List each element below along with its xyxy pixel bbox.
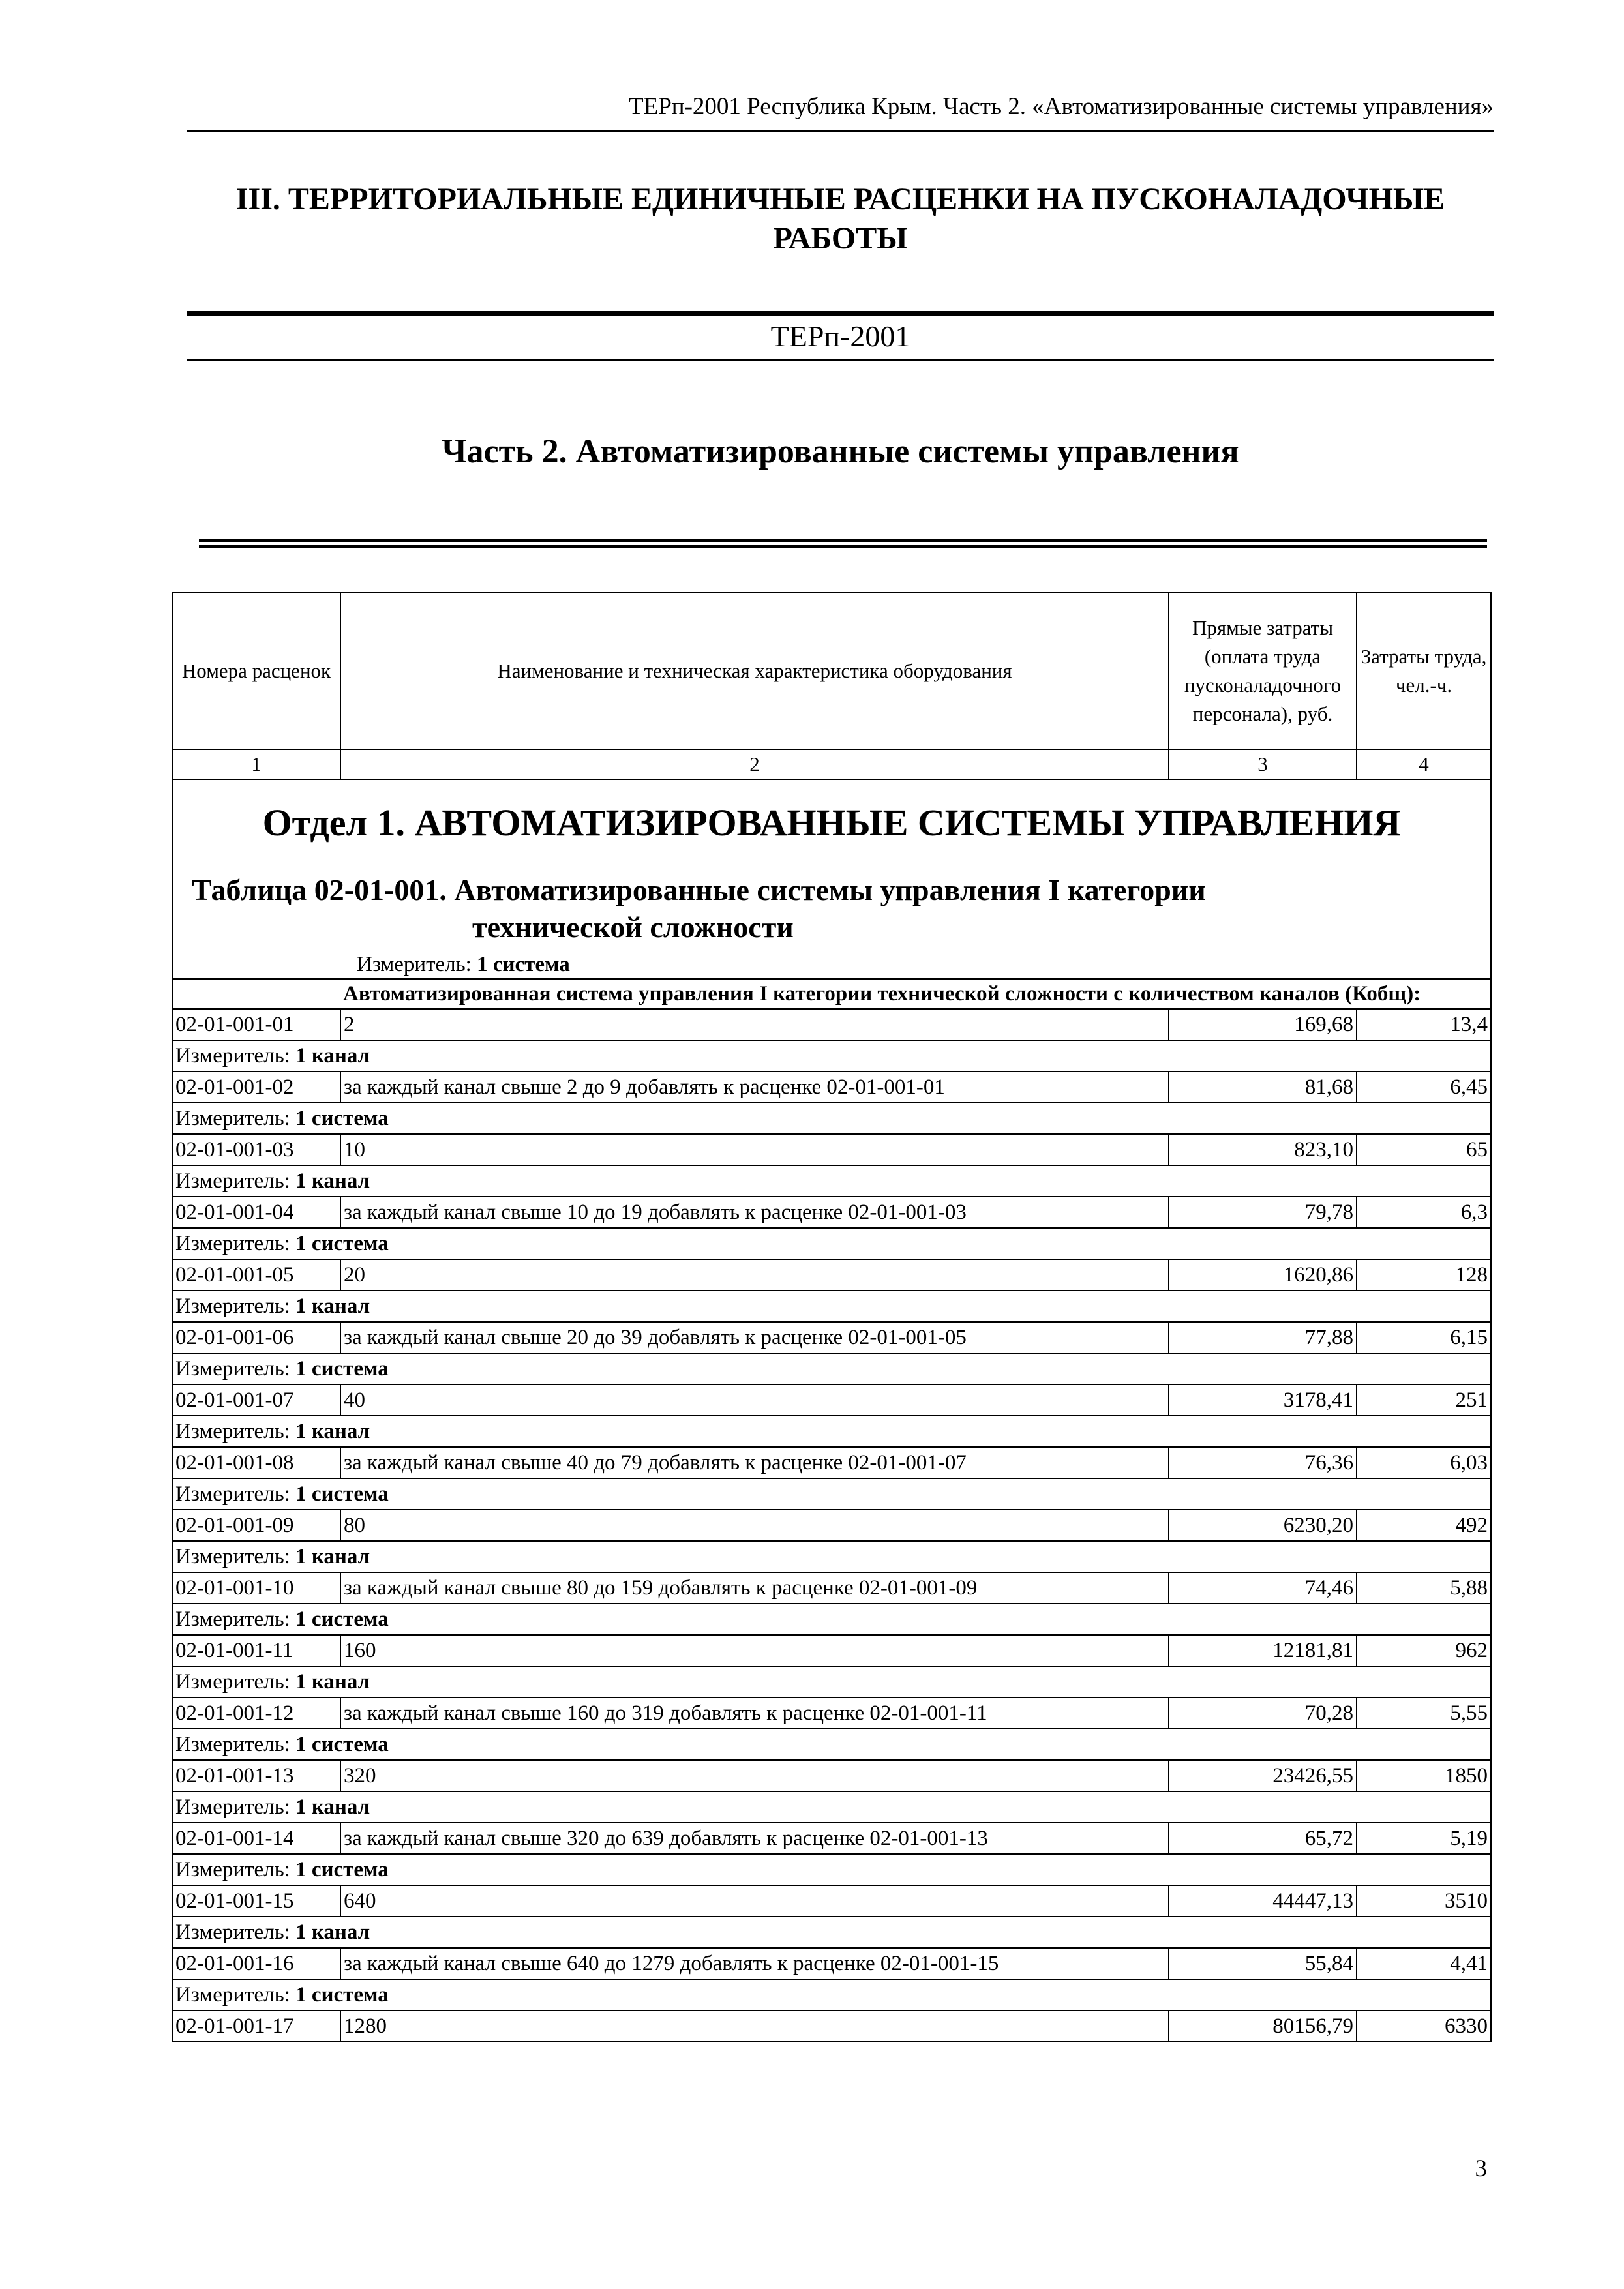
header-direct-costs: Прямые затраты (оплата труда пусконаладочного персонала), руб. (1169, 593, 1357, 749)
direct-cost: 823,10 (1169, 1134, 1357, 1165)
measurer-row (172, 1478, 1491, 1510)
table-title-line2: технической сложности (472, 910, 794, 944)
measurer-label: Измеритель: 1 система (172, 1103, 1491, 1134)
direct-cost: 80156,79 (1169, 2011, 1357, 2042)
labor-cost: 6,03 (1357, 1447, 1491, 1478)
section-heading (187, 180, 1494, 258)
rate-code: 02-01-001-05 (172, 1259, 340, 1291)
rate-code: 02-01-001-08 (172, 1447, 340, 1478)
table-row (172, 1885, 1491, 1917)
direct-cost: 23426,55 (1169, 1760, 1357, 1791)
measurer-row (172, 1165, 1491, 1197)
section-heading-line1: III. ТЕРРИТОРИАЛЬНЫЕ ЕДИНИЧНЫЕ РАСЦЕНКИ НА ПУСКОНАЛАДОЧНЫЕ (235, 182, 1445, 217)
measurer-row (172, 1854, 1491, 1885)
measurer-row (172, 1729, 1491, 1760)
measurer-label: Измеритель: 1 канал (172, 1416, 1491, 1447)
measurer-row (172, 1353, 1491, 1384)
labor-cost: 3510 (1357, 1885, 1491, 1917)
rate-code: 02-01-001-02 (172, 1071, 340, 1103)
rate-description: за каждый канал свыше 40 до 79 добавлять к расценке 02-01-001-07 (340, 1447, 1169, 1478)
measurer-row (172, 1917, 1491, 1948)
department-title: Отдел 1. АВТОМАТИЗИРОВАННЫЕ СИСТЕМЫ УПРАВЛЕНИЯ (262, 801, 1401, 844)
rate-description: за каждый канал свыше 20 до 39 добавлять к расценке 02-01-001-05 (340, 1322, 1169, 1353)
measurer-row (172, 1791, 1491, 1823)
labor-cost: 251 (1357, 1384, 1491, 1416)
rate-code: 02-01-001-01 (172, 1009, 340, 1040)
direct-cost: 55,84 (1169, 1948, 1357, 1979)
double-rule-bottom (199, 545, 1487, 548)
group-title: Автоматизированная система управления I категории технической сложности с количеством каналов (Кобщ): (340, 979, 1491, 1009)
labor-cost: 1850 (1357, 1760, 1491, 1791)
labor-cost: 6,45 (1357, 1071, 1491, 1103)
page-number: 3 (1475, 2155, 1487, 2182)
rate-code: 02-01-001-16 (172, 1948, 340, 1979)
labor-cost: 5,55 (1357, 1698, 1491, 1729)
table-row (172, 1322, 1491, 1353)
measurer-row (172, 1666, 1491, 1698)
measurer-row (172, 1291, 1491, 1322)
measurer-label: Измеритель: 1 система (172, 1979, 1491, 2011)
rate-code: 02-01-001-09 (172, 1510, 340, 1541)
measurer-label: Измеритель: 1 система (172, 1228, 1491, 1259)
rate-description: 160 (340, 1635, 1169, 1666)
section-heading-line2: РАБОТЫ (773, 221, 908, 256)
measurer-row (172, 1416, 1491, 1447)
rate-description: 320 (340, 1760, 1169, 1791)
rate-code: 02-01-001-10 (172, 1572, 340, 1604)
direct-cost: 81,68 (1169, 1071, 1357, 1103)
price-table-frame (172, 592, 1490, 2079)
direct-cost: 77,88 (1169, 1322, 1357, 1353)
measurer-label: Измеритель: 1 система (172, 1353, 1491, 1384)
rate-description: за каждый канал свыше 640 до 1279 добавлять к расценке 02-01-001-15 (340, 1948, 1169, 1979)
rate-description: за каждый канал свыше 160 до 319 добавлять к расценке 02-01-001-11 (340, 1698, 1169, 1729)
table-row (172, 1071, 1491, 1103)
labor-cost: 128 (1357, 1259, 1491, 1291)
table-row (172, 1009, 1491, 1040)
table-row (172, 1760, 1491, 1791)
code-title: ТЕРп-2001 (770, 320, 910, 353)
labor-cost: 65 (1357, 1134, 1491, 1165)
table-row (172, 1510, 1491, 1541)
table-row (172, 2011, 1491, 2042)
table-row (172, 1698, 1491, 1729)
rate-description: 20 (340, 1259, 1169, 1291)
labor-cost: 4,41 (1357, 1948, 1491, 1979)
rate-description: за каждый канал свыше 10 до 19 добавлять к расценке 02-01-001-03 (340, 1197, 1169, 1228)
part-title: Часть 2. Автоматизированные системы управления (442, 433, 1239, 470)
header-rate-number: Номера расценок (172, 593, 340, 749)
table-row (172, 1134, 1491, 1165)
labor-cost: 492 (1357, 1510, 1491, 1541)
price-table (172, 592, 1492, 2042)
labor-cost: 6330 (1357, 2011, 1491, 2042)
labor-cost: 13,4 (1357, 1009, 1491, 1040)
table-row (172, 1384, 1491, 1416)
direct-cost: 3178,41 (1169, 1384, 1357, 1416)
running-header: ТЕРп-2001 Республика Крым. Часть 2. «Автоматизированные системы управления» (629, 93, 1494, 120)
rate-description: 80 (340, 1510, 1169, 1541)
code-rule-top (187, 311, 1494, 316)
direct-cost: 65,72 (1169, 1823, 1357, 1854)
direct-cost: 76,36 (1169, 1447, 1357, 1478)
measurer-label: Измеритель: 1 система (172, 1478, 1491, 1510)
measurer-row (172, 1040, 1491, 1071)
rate-description: 10 (340, 1134, 1169, 1165)
table-row (172, 1572, 1491, 1604)
rate-code: 02-01-001-06 (172, 1322, 340, 1353)
labor-cost: 962 (1357, 1635, 1491, 1666)
direct-cost: 74,46 (1169, 1572, 1357, 1604)
rate-description: 640 (340, 1885, 1169, 1917)
direct-cost: 6230,20 (1169, 1510, 1357, 1541)
measurer-row (172, 1103, 1491, 1134)
measurer-label: Измеритель: 1 система (172, 1854, 1491, 1885)
measurer-label: Измеритель: 1 канал (172, 1165, 1491, 1197)
measurer-row (172, 1604, 1491, 1635)
labor-cost: 5,19 (1357, 1823, 1491, 1854)
measurer-label: Измеритель: 1 канал (172, 1917, 1491, 1948)
measurer-row (172, 1228, 1491, 1259)
table-title (175, 871, 1488, 946)
header-labor-costs: Затраты труда, чел.-ч. (1357, 593, 1491, 749)
column-number: 1 (172, 749, 340, 779)
rate-description: 2 (340, 1009, 1169, 1040)
rate-code: 02-01-001-14 (172, 1823, 340, 1854)
code-rule-bottom (187, 359, 1494, 361)
group-title-row (172, 979, 1491, 1009)
rate-description: 40 (340, 1384, 1169, 1416)
table-row (172, 1823, 1491, 1854)
table-title-line1: Таблица 02-01-001. Автоматизированные системы управления I категории (192, 873, 1206, 906)
header-name: Наименование и техническая характеристика оборудования (340, 593, 1169, 749)
measurer-label: Измеритель: 1 система (172, 1729, 1491, 1760)
double-rule-top (199, 539, 1487, 542)
column-number: 2 (340, 749, 1169, 779)
column-number-row (172, 749, 1491, 779)
rate-description: за каждый канал свыше 2 до 9 добавлять к расценке 02-01-001-01 (340, 1071, 1169, 1103)
measurer-label: Измеритель: 1 канал (172, 1040, 1491, 1071)
measurer-label: Измеритель: 1 канал (172, 1291, 1491, 1322)
rate-code: 02-01-001-03 (172, 1134, 340, 1165)
column-number: 3 (1169, 749, 1357, 779)
table-row (172, 1948, 1491, 1979)
measurer-system: Измеритель: 1 система (357, 953, 570, 976)
section-title-row (172, 779, 1491, 979)
direct-cost: 44447,13 (1169, 1885, 1357, 1917)
measurer-label: Измеритель: 1 система (172, 1604, 1491, 1635)
labor-cost: 6,3 (1357, 1197, 1491, 1228)
rate-code: 02-01-001-11 (172, 1635, 340, 1666)
rate-code: 02-01-001-17 (172, 2011, 340, 2042)
measurer-row (172, 1979, 1491, 2011)
labor-cost: 6,15 (1357, 1322, 1491, 1353)
rate-description: за каждый канал свыше 320 до 639 добавлять к расценке 02-01-001-13 (340, 1823, 1169, 1854)
rate-code: 02-01-001-12 (172, 1698, 340, 1729)
table-row (172, 1197, 1491, 1228)
direct-cost: 12181,81 (1169, 1635, 1357, 1666)
measurer-label: Измеритель: 1 канал (172, 1541, 1491, 1572)
labor-cost: 5,88 (1357, 1572, 1491, 1604)
table-row (172, 1259, 1491, 1291)
rate-code: 02-01-001-15 (172, 1885, 340, 1917)
header-rule (187, 130, 1494, 132)
table-row (172, 1635, 1491, 1666)
rate-code: 02-01-001-04 (172, 1197, 340, 1228)
rate-description: за каждый канал свыше 80 до 159 добавлять к расценке 02-01-001-09 (340, 1572, 1169, 1604)
table-header-row (172, 593, 1491, 749)
rate-code: 02-01-001-07 (172, 1384, 340, 1416)
direct-cost: 169,68 (1169, 1009, 1357, 1040)
measurer-row (172, 1541, 1491, 1572)
direct-cost: 79,78 (1169, 1197, 1357, 1228)
measurer-label: Измеритель: 1 канал (172, 1666, 1491, 1698)
measurer-label: Измеритель: 1 канал (172, 1791, 1491, 1823)
table-row (172, 1447, 1491, 1478)
direct-cost: 1620,86 (1169, 1259, 1357, 1291)
rate-description: 1280 (340, 2011, 1169, 2042)
direct-cost: 70,28 (1169, 1698, 1357, 1729)
column-number: 4 (1357, 749, 1491, 779)
rate-code: 02-01-001-13 (172, 1760, 340, 1791)
